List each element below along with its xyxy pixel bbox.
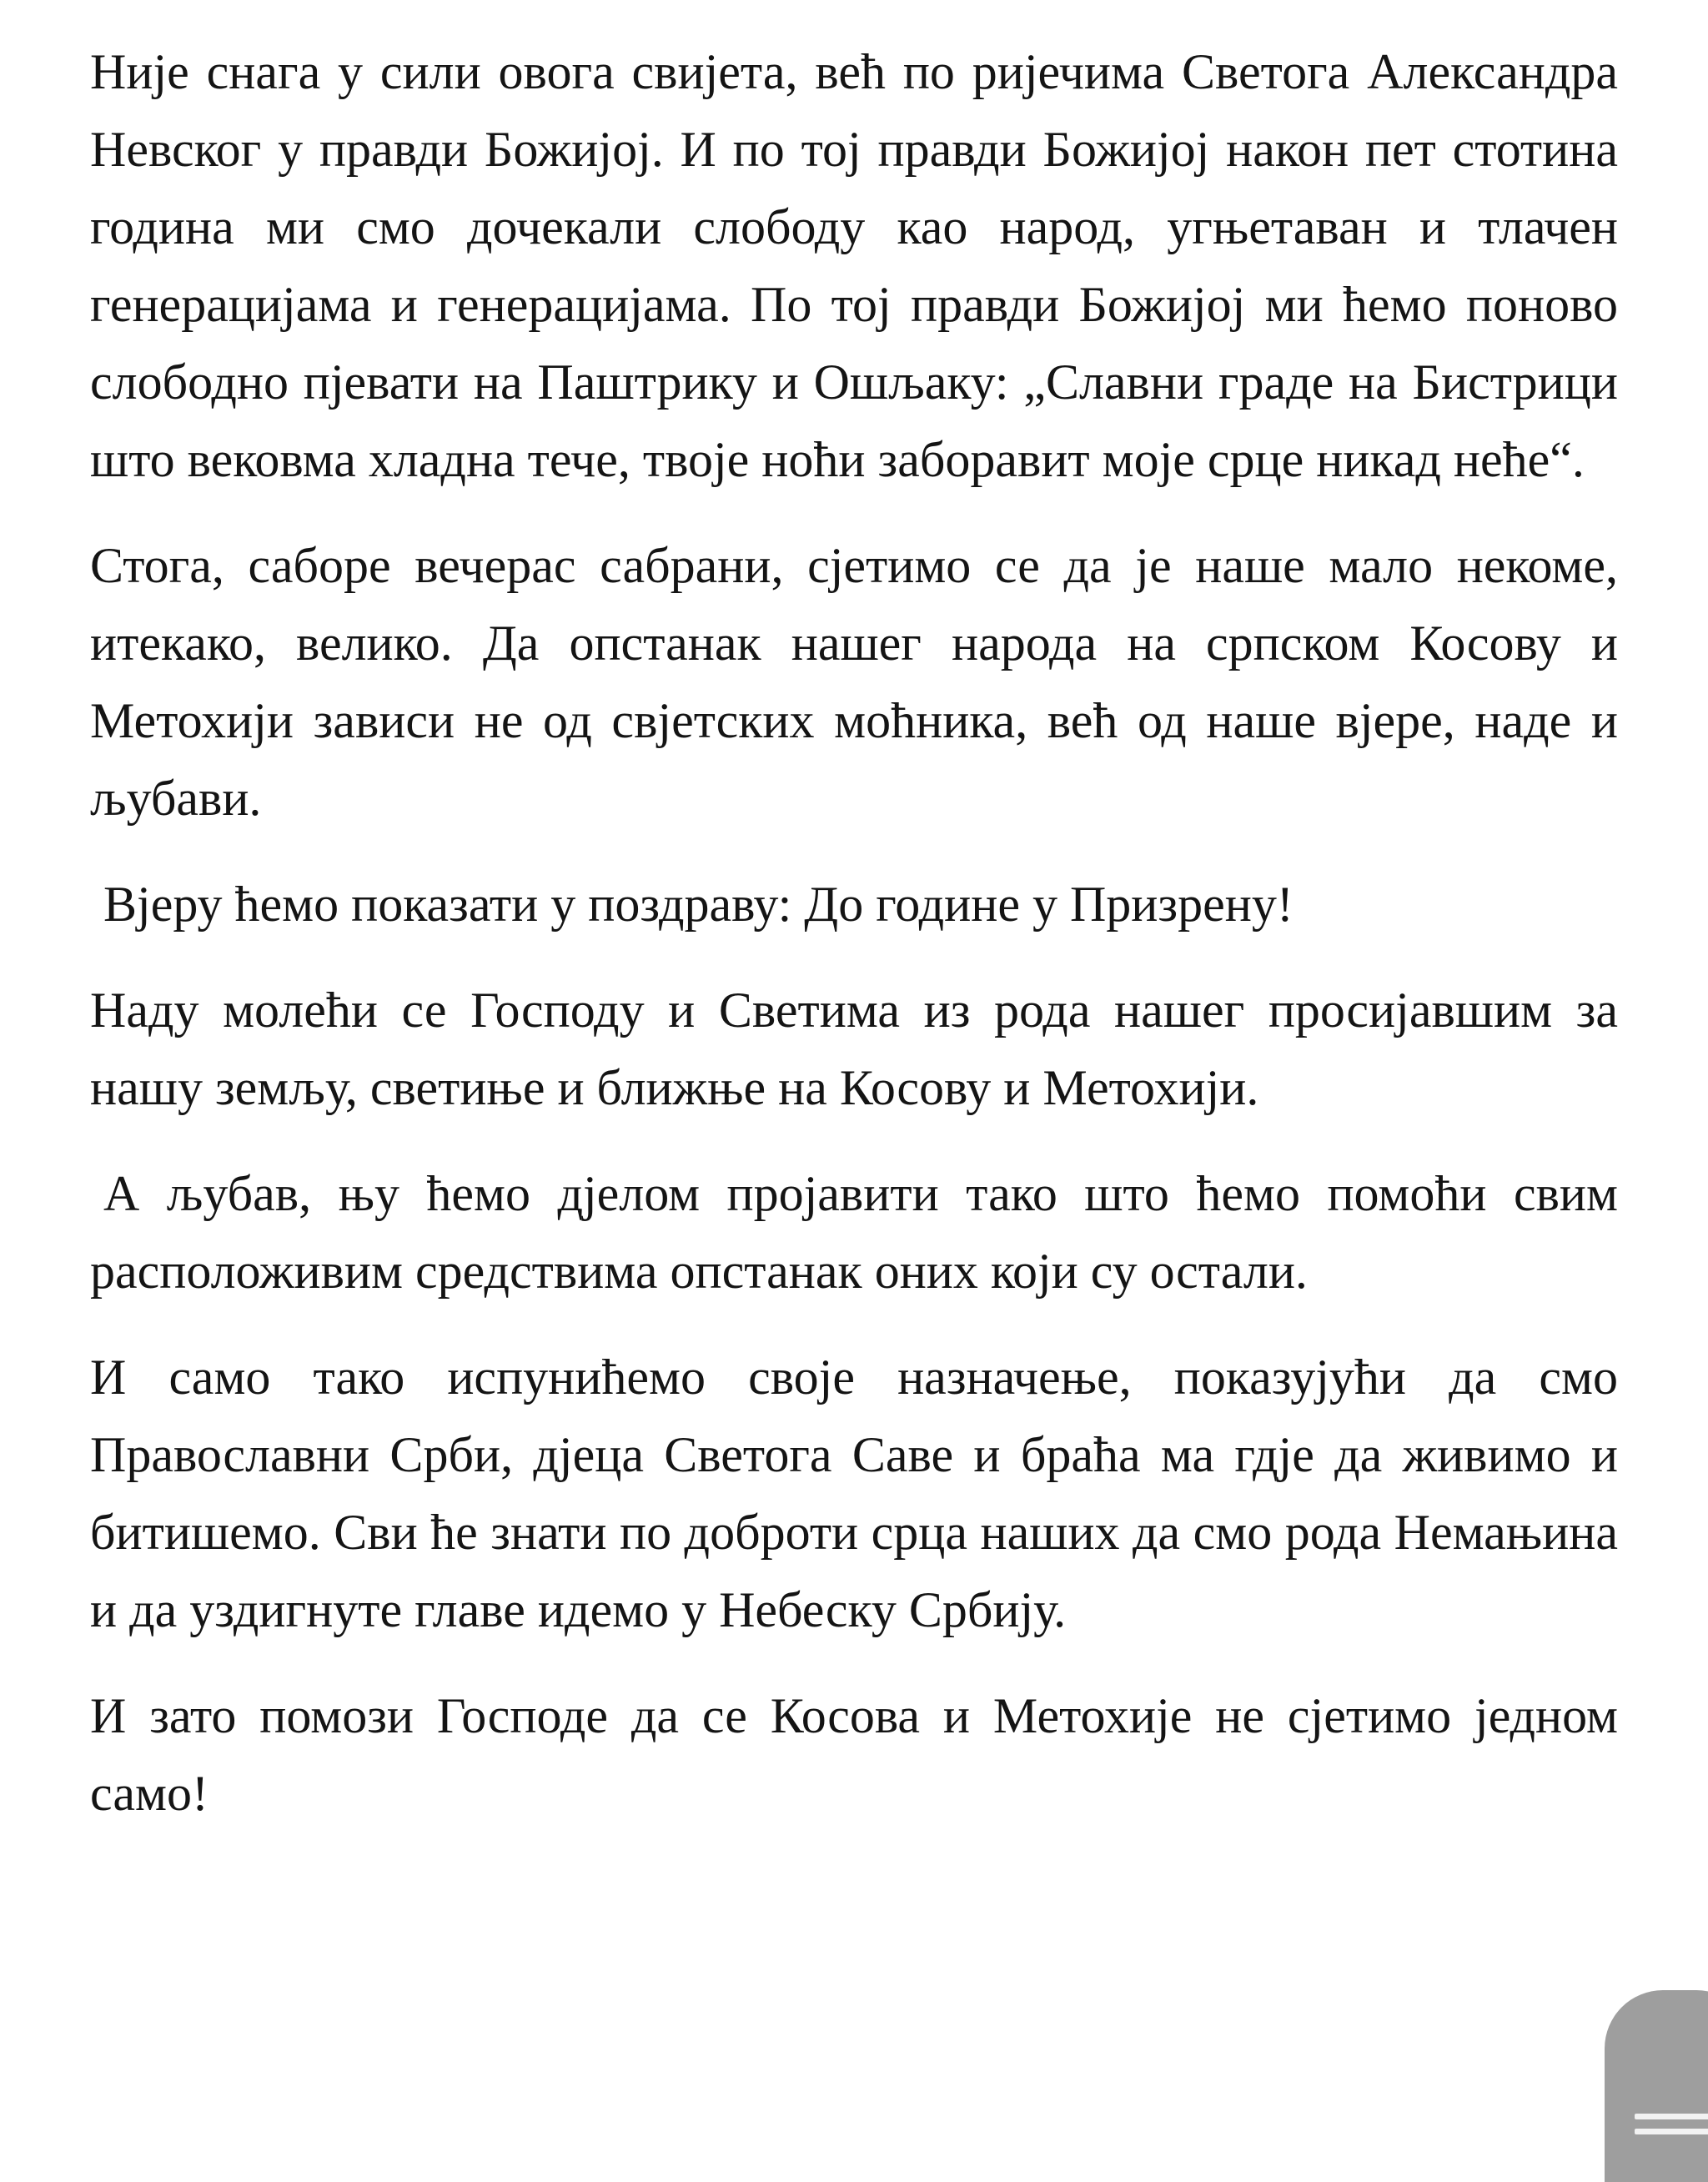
paragraph-4: Наду молећи се Господу и Светима из рода нашег просијавшим за нашу земљу, светиње и ближње на Косову и Метохији. (90, 983, 1618, 1115)
paragraph-6: И само тако испунићемо своје назначење, показујући да смо Православни Срби, дјеца Светога Саве и браћа ма гдје да живимо и битишемо. Сви ће знати по доброти срца наших да смо рода Немањина и да уздигнуте главе идемо у Небеску Србију. (90, 1350, 1618, 1637)
document-page (90, 33, 1618, 1861)
paragraph-1: Није снага у сили овога свијета, већ по ријечима Светога Александра Невског у правди Божијој. И по тој правди Божијој након пет стотина година ми смо дочекали слободу као народ, угњетаван и тлачен генерацијама и генерацијама. По тој правди Божијој ми ћемо поново слободно пјевати на Паштрику и Ошљаку: „Славни граде на Бистрици што вековма хладна тече, твоје ноћи заборавит моје срце никад неће“. (90, 44, 1618, 487)
paragraph-7: И зато помози Господе да се Косова и Метохије не сјетимо једном само! (90, 1688, 1618, 1821)
paragraph-5: А љубав, њу ћемо дјелом пројавити тако што ћемо помоћи свим расположивим средствима опстанак оних који су остали. (90, 1166, 1618, 1299)
paragraph-2: Стога, саборе вечерас сабрани, сјетимо се да је наше мало некоме, итекако, велико. Да опстанак нашег народа на српском Косову и Метохији зависи не од свјетских моћника, већ од наше вјере, наде и љубави. (90, 538, 1618, 826)
grip-lines-icon (1635, 2114, 1708, 2119)
grip-lines-icon (1635, 2129, 1708, 2134)
paragraph-3: Вјеру ћемо показати у поздраву: До године у Призрену! (103, 877, 1294, 932)
scroll-handle[interactable] (1605, 1990, 1708, 2182)
